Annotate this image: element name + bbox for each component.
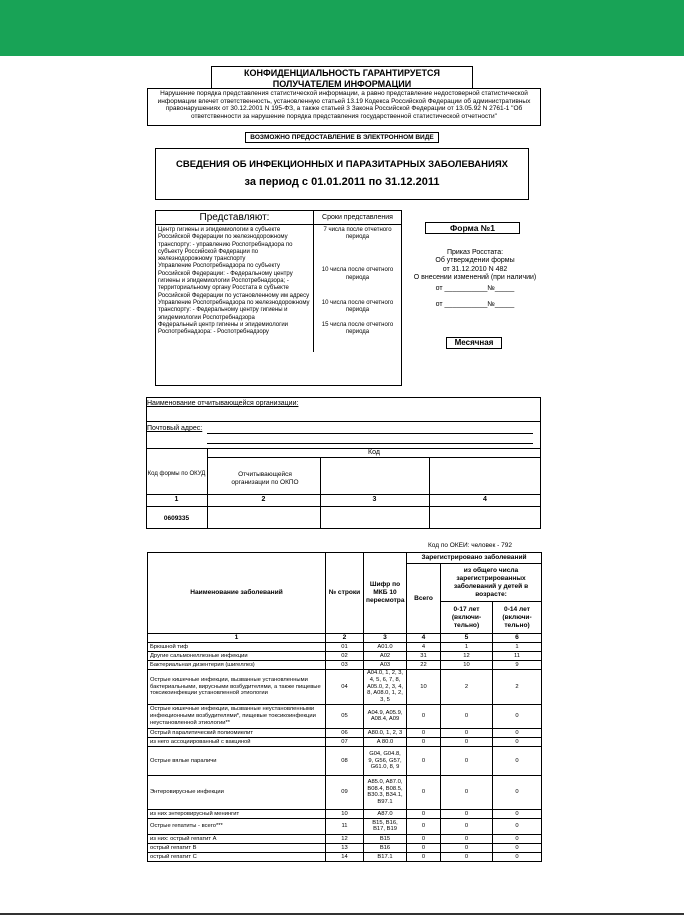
- row-number: 14: [326, 852, 364, 861]
- header-bar: [0, 0, 684, 56]
- icd-code: A04.0, 1, 2, 3, 4, 5, 6, 7, 8, A05.0, 2, 3, 4, 8, A08.0, 1, 2, 3, 5: [364, 670, 407, 705]
- row-number: 02: [326, 652, 364, 661]
- age-0-17-value: 10: [441, 661, 493, 670]
- table-row: [148, 704, 542, 728]
- table-row: [148, 852, 542, 861]
- icd-code: A87.0: [364, 809, 407, 818]
- disease-name: из них энтеровирусный менингит: [148, 809, 326, 818]
- confidentiality-title: КОНФИДЕНЦИАЛЬНОСТЬ ГАРАНТИРУЕТСЯ ПОЛУЧАТЕЛЕМ ИНФОРМАЦИИ: [211, 66, 473, 89]
- disease-name: Острые вялые параличи: [148, 746, 326, 775]
- age-0-14-value: 0: [493, 843, 542, 852]
- okud-label: Код формы по ОКУД: [147, 471, 206, 477]
- col-number: 4: [407, 634, 441, 643]
- presenter-row: Управление Роспотребнадзора по железнодорожному транспорту: - Федеральному центру гигиены и эпидемиологии Роспотребнадзора: [158, 299, 310, 321]
- icd-code: B15, B16, B17, B19: [364, 818, 407, 834]
- disease-name: из него ассоциированный с вакциной: [148, 737, 326, 746]
- total-value: 0: [407, 843, 441, 852]
- age-0-14-value: 0: [493, 852, 542, 861]
- age-0-17-value: 0: [441, 746, 493, 775]
- age-0-17-value: 0: [441, 852, 493, 861]
- presenter-row: Федеральный центр гигиены и эпидемиологии Роспотребнадзора: - Роспотребнадзору: [158, 321, 289, 336]
- col-number: 3: [372, 496, 377, 503]
- header-row-number: № строки: [326, 553, 364, 634]
- age-0-14-value: 2: [493, 670, 542, 705]
- disease-name: Энтеровирусные инфекции: [148, 775, 326, 809]
- total-value: 0: [407, 746, 441, 775]
- table-row: [148, 843, 542, 852]
- table-row: [148, 643, 542, 652]
- table-row: [148, 746, 542, 775]
- order-date-line: от ___________№_____: [435, 301, 515, 309]
- age-0-14-value: 0: [493, 775, 542, 809]
- table-row: [148, 652, 542, 661]
- row-number: 11: [326, 818, 364, 834]
- order-line: от 31.12.2010 N 482: [442, 265, 508, 273]
- presenter-row: Управление Роспотребнадзора по субъекту Российской Федерации: - Федеральному центру гигиены и эпидемиологии Роспотребнадзора; - территориальному органу Росстата в субъекте Российской Федерации по установленному им адресу: [158, 263, 310, 299]
- row-number: 10: [326, 809, 364, 818]
- presenter-row: Центр гигиены и эпидемиологии в субъекте Российской Федерации по железнодорожному транспорту: - управлению Роспотребнадзора по субъекту Российской Федерации по железнодорожному транспорту: [158, 227, 293, 263]
- organization-box: [146, 397, 541, 529]
- presenters-header: Представляют:: [156, 211, 314, 225]
- table-row: [148, 809, 542, 818]
- col-number: 6: [493, 634, 542, 643]
- header-icd-code: Шифр по МКБ 10 пересмотра: [364, 553, 407, 634]
- icd-code: B16: [364, 843, 407, 852]
- disease-name: из них: острый гепатит A: [148, 834, 326, 843]
- code-header: Код: [368, 449, 380, 456]
- order-date-line: от ___________№_____: [435, 284, 515, 292]
- order-line: О внесении изменений (при наличии): [413, 274, 537, 282]
- age-0-14-value: 1: [493, 643, 542, 652]
- disease-name: Острые кишечные инфекции, вызванные установленными бактериальными, вирусными возбудителями, а также пищевые токсикоинфекции установленной этиологии: [148, 670, 326, 705]
- age-0-17-value: 2: [441, 670, 493, 705]
- electronic-notice: ВОЗМОЖНО ПРЕДОСТАВЛЕНИЕ В ЭЛЕКТРОННОМ ВИДЕ: [245, 132, 439, 143]
- header-registered: Зарегистрировано заболеваний: [407, 553, 542, 564]
- age-0-17-value: 0: [441, 704, 493, 728]
- header-age-0-17: 0-17 лет (включи-тельно): [441, 602, 493, 634]
- disease-name: Острые гепатиты - всего***: [148, 818, 326, 834]
- age-0-14-value: 0: [493, 834, 542, 843]
- okei-code: Код по ОКЕИ: человек - 792: [428, 542, 512, 549]
- table-row: [148, 834, 542, 843]
- disease-name: Другие сальмонеллезные инфекции: [148, 652, 326, 661]
- col-number: 2: [261, 496, 266, 503]
- disease-name: Брюшной тиф: [148, 643, 326, 652]
- deadline-cell: 10 числа после отчетного периода: [314, 263, 402, 299]
- icd-code: A85.0, A87.0, B08.4, B08.5, B30.3, B34.1, B97.1: [364, 775, 407, 809]
- table-row: [148, 670, 542, 705]
- age-0-17-value: 0: [441, 809, 493, 818]
- deadline-cell: 7 числа после отчетного периода: [314, 225, 402, 264]
- row-number: 13: [326, 843, 364, 852]
- periodicity: Месячная: [446, 337, 502, 349]
- total-value: 4: [407, 643, 441, 652]
- row-number: 05: [326, 704, 364, 728]
- row-number: 04: [326, 670, 364, 705]
- col-number: 1: [148, 634, 326, 643]
- disease-name: острый гепатит C: [148, 852, 326, 861]
- age-0-17-value: 0: [441, 728, 493, 737]
- icd-code: B15: [364, 834, 407, 843]
- col-number: 2: [326, 634, 364, 643]
- row-number: 07: [326, 737, 364, 746]
- okpo-label: Отчитывающейся организации по ОКПО: [231, 471, 299, 486]
- header-age-0-14: 0-14 лет (включи-тельно): [493, 602, 542, 634]
- table-row: [148, 775, 542, 809]
- age-0-17-value: 1: [441, 643, 493, 652]
- report-period: за период с 01.01.2011 по 31.12.2011: [244, 176, 440, 188]
- disease-table: [147, 552, 542, 862]
- total-value: 0: [407, 737, 441, 746]
- row-number: 06: [326, 728, 364, 737]
- age-0-17-value: 12: [441, 652, 493, 661]
- total-value: 0: [407, 852, 441, 861]
- total-value: 22: [407, 661, 441, 670]
- total-value: 0: [407, 818, 441, 834]
- row-number: 09: [326, 775, 364, 809]
- icd-code: A03: [364, 661, 407, 670]
- age-0-17-value: 0: [441, 843, 493, 852]
- disease-name: Бактериальная дизентерия (шигеллез): [148, 661, 326, 670]
- order-line: Приказ Росстата:: [446, 249, 504, 256]
- age-0-14-value: 11: [493, 652, 542, 661]
- age-0-17-value: 0: [441, 818, 493, 834]
- icd-code: A04.9, A05.9, A08.4, A09: [364, 704, 407, 728]
- row-number: 08: [326, 746, 364, 775]
- col-number: 5: [441, 634, 493, 643]
- presenters-box: [155, 210, 402, 386]
- col-number: 4: [483, 496, 487, 503]
- age-0-14-value: 0: [493, 704, 542, 728]
- order-line: Об утверждении формы: [435, 257, 515, 265]
- col-number: 1: [174, 496, 179, 503]
- age-0-14-value: 0: [493, 728, 542, 737]
- icd-code: A80.0, 1, 2, 3: [364, 728, 407, 737]
- age-0-17-value: 0: [441, 737, 493, 746]
- row-number: 12: [326, 834, 364, 843]
- disease-name: Острые кишечные инфекции, вызванные неустановленными инфекционными возбудителями*, пищевые токсикоинфекции неустановленной этиологии**: [148, 704, 326, 728]
- table-row: [148, 737, 542, 746]
- total-value: 31: [407, 652, 441, 661]
- disease-name: Острый паралитический полиомиелит: [148, 728, 326, 737]
- table-row: [148, 661, 542, 670]
- col-number: 3: [364, 634, 407, 643]
- age-0-14-value: 0: [493, 746, 542, 775]
- total-value: 0: [407, 728, 441, 737]
- age-0-14-value: 0: [493, 809, 542, 818]
- confidentiality-warning: Нарушение порядка представления статистической информации, а равно представление недостоверной статистической информации влечет ответственность, установленную статьей 13.19 Кодекса Российской Федерации об административных правонарушениях от 30.12.2001 N 195-ФЗ, а также статьей 3 Закона Российской Федерации от 13.05.92 N 2761-1 "Об ответственности за нарушение порядка представления государственной статистической отчетности": [147, 88, 541, 126]
- icd-code: A01.0: [364, 643, 407, 652]
- icd-code: G04, G04.8, 9, G56, G57, G61.0, 8, 9: [364, 746, 407, 775]
- icd-code: A02: [364, 652, 407, 661]
- age-0-14-value: 9: [493, 661, 542, 670]
- total-value: 0: [407, 775, 441, 809]
- deadline-cell: 10 числа после отчетного периода: [314, 300, 402, 322]
- deadline-header: Сроки представления: [314, 211, 402, 225]
- age-0-14-value: 0: [493, 737, 542, 746]
- org-name-label: Наименование отчитывающейся организации:: [147, 400, 299, 407]
- okud-code: 0609335: [163, 515, 190, 522]
- form-label: Форма №1: [425, 222, 520, 234]
- header-disease-name: Наименование заболеваний: [148, 553, 326, 634]
- row-number: 01: [326, 643, 364, 652]
- header-total: Всего: [407, 564, 441, 634]
- row-number: 03: [326, 661, 364, 670]
- total-value: 10: [407, 670, 441, 705]
- total-value: 0: [407, 834, 441, 843]
- age-0-17-value: 0: [441, 775, 493, 809]
- footer-line: [0, 913, 684, 915]
- total-value: 0: [407, 704, 441, 728]
- total-value: 0: [407, 809, 441, 818]
- table-row: [148, 728, 542, 737]
- report-title-box: [155, 148, 529, 200]
- report-title: СВЕДЕНИЯ ОБ ИНФЕКЦИОННЫХ И ПАРАЗИТАРНЫХ ЗАБОЛЕВАНИЯХ: [176, 159, 508, 170]
- deadline-cell: 15 числа после отчетного периода: [314, 322, 402, 352]
- org-address-label: Почтовый адрес:: [147, 425, 203, 432]
- form-order: [405, 249, 545, 309]
- header-children: из общего числа зарегистрированных заболеваний у детей в возрасте:: [441, 564, 542, 602]
- age-0-14-value: 0: [493, 818, 542, 834]
- disease-name: острый гепатит B: [148, 843, 326, 852]
- icd-code: A 80.0: [364, 737, 407, 746]
- table-row: [148, 818, 542, 834]
- age-0-17-value: 0: [441, 834, 493, 843]
- icd-code: B17.1: [364, 852, 407, 861]
